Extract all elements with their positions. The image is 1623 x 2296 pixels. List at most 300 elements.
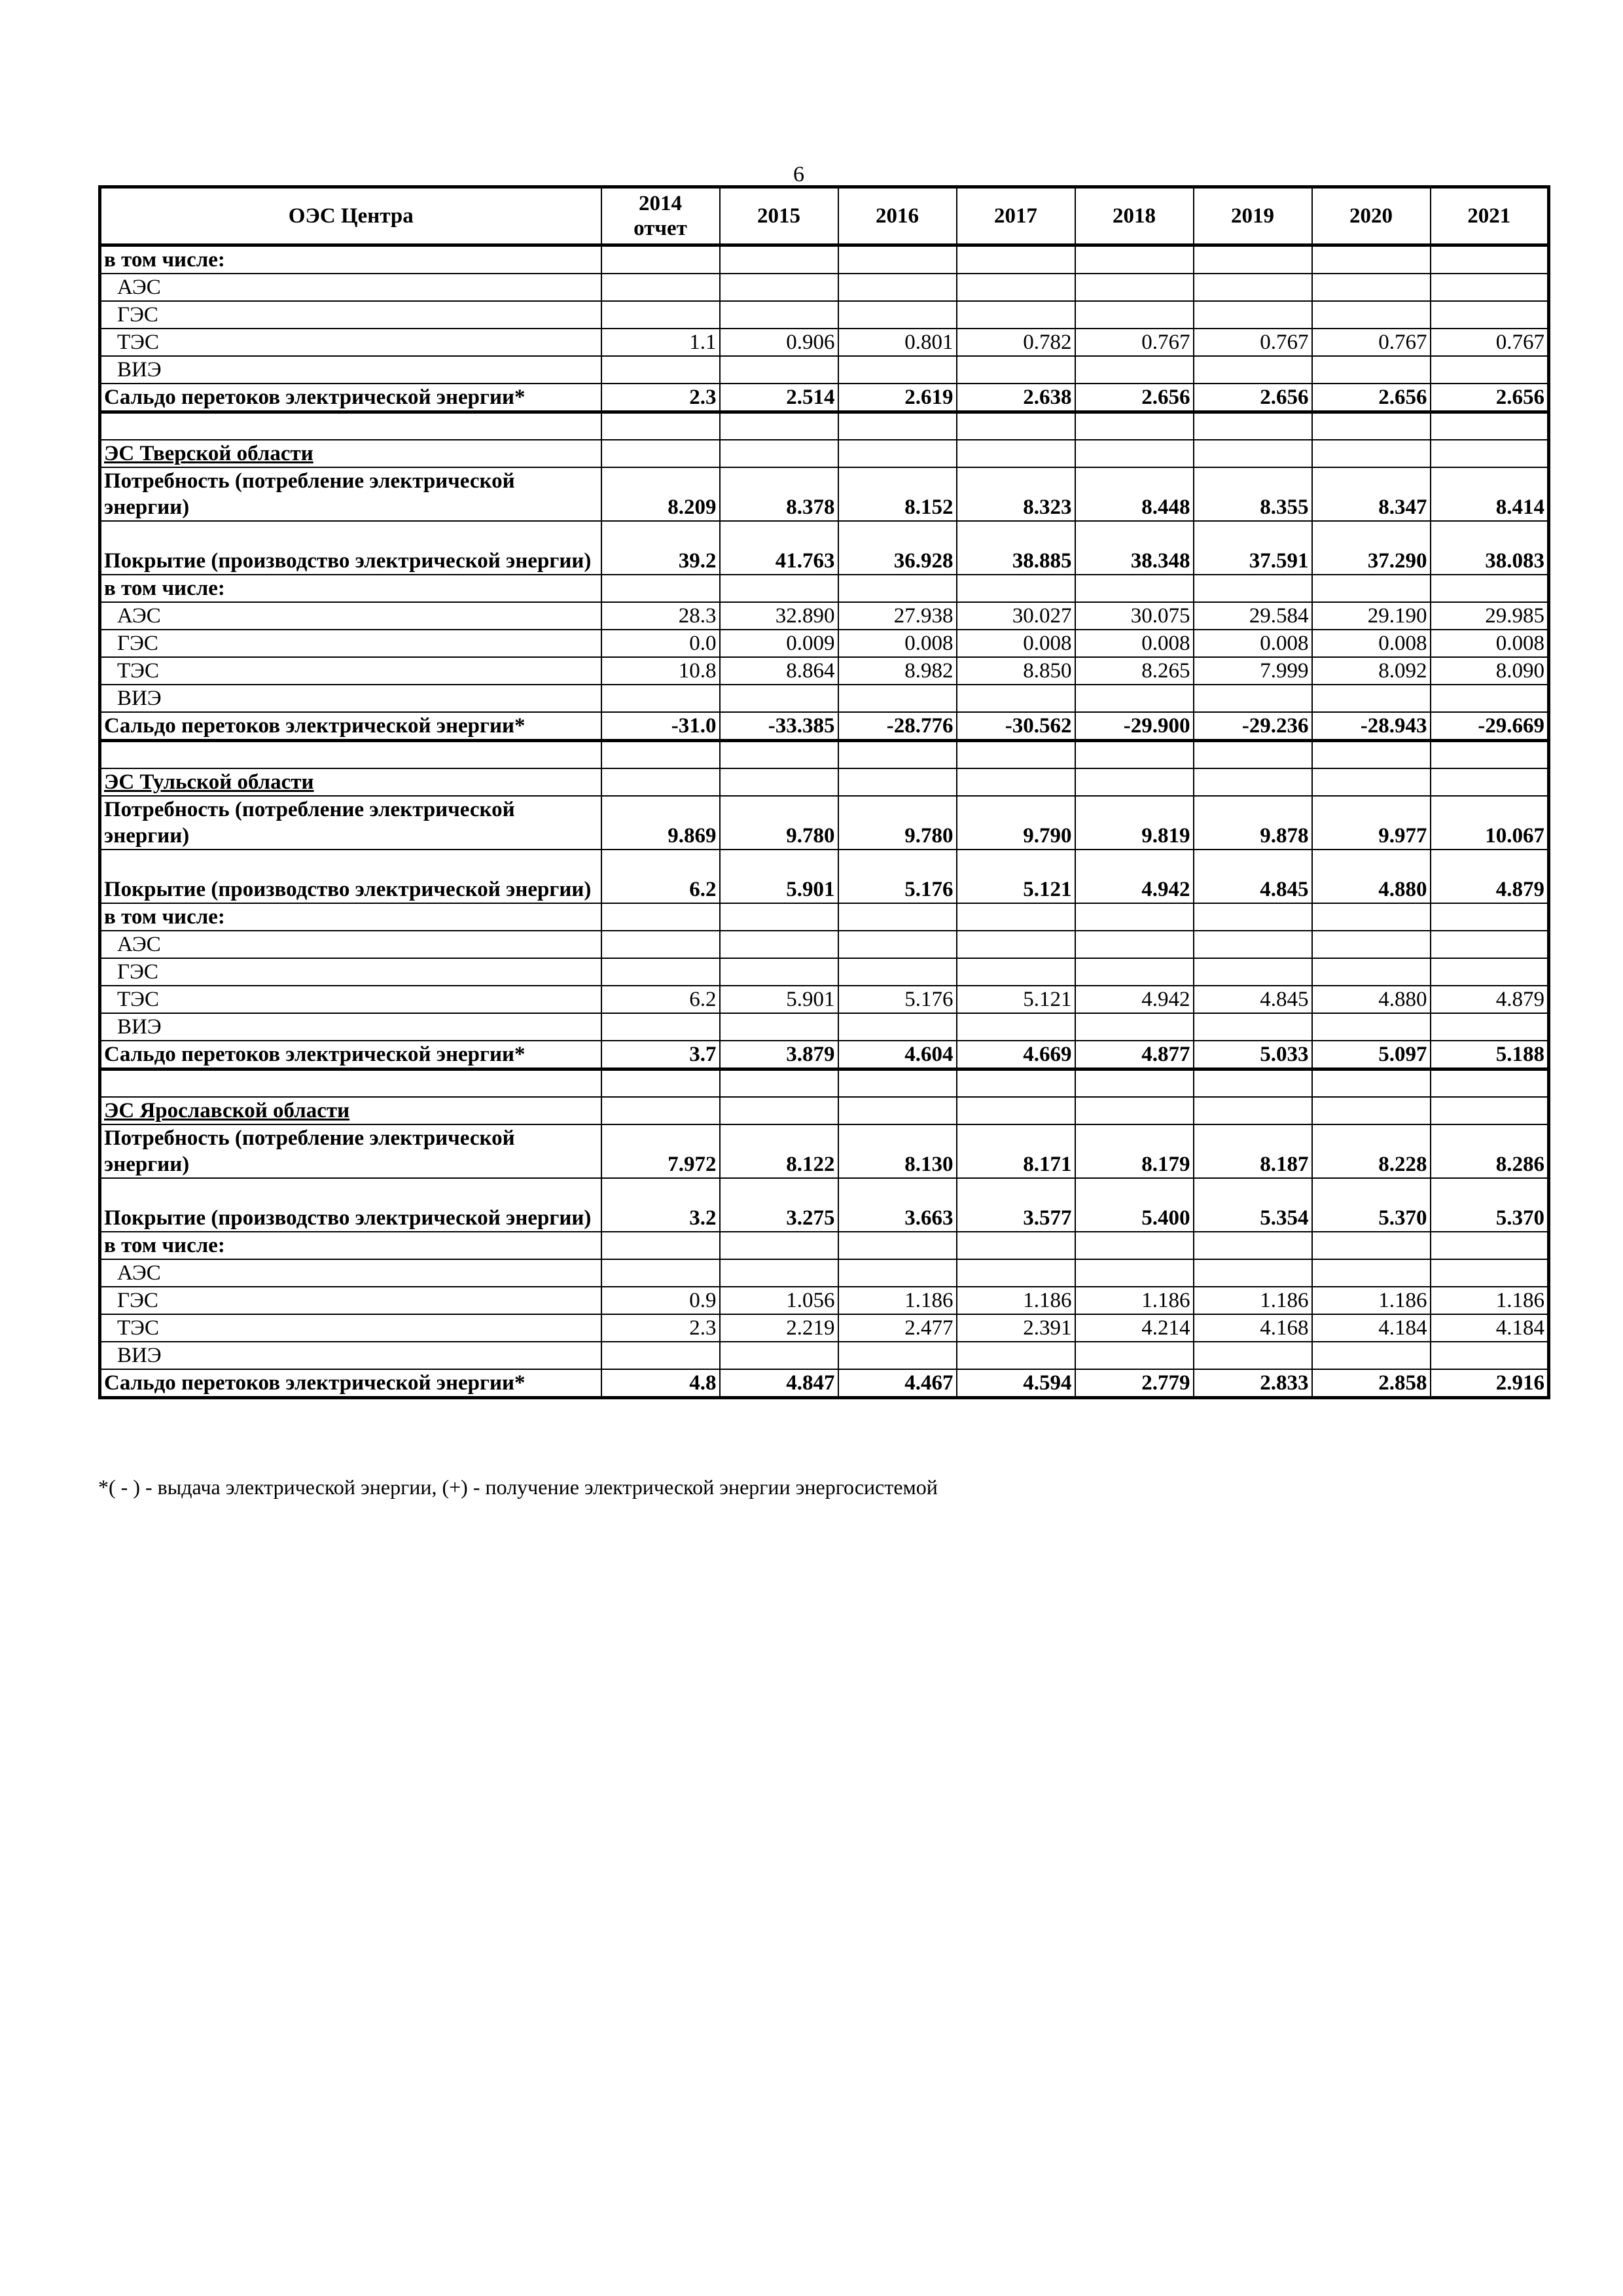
row-label: ВИЭ (100, 1342, 601, 1369)
value-cell (1431, 768, 1549, 796)
table-row (100, 986, 1549, 1013)
value-cell: 5.121 (957, 850, 1075, 903)
header-year: 2018 (1075, 187, 1194, 245)
value-cell: 3.275 (720, 1178, 838, 1232)
value-cell (720, 1013, 838, 1041)
value-cell: 0.801 (838, 329, 957, 356)
value-cell (601, 768, 720, 796)
value-cell: 5.370 (1312, 1178, 1431, 1232)
table-row (100, 301, 1549, 329)
value-cell: 0.906 (720, 329, 838, 356)
value-cell (601, 1232, 720, 1259)
header-year: 2020 (1312, 187, 1431, 245)
value-cell (720, 1259, 838, 1287)
value-cell (1075, 356, 1194, 384)
value-cell: 32.890 (720, 602, 838, 630)
value-cell (1075, 1232, 1194, 1259)
row-label: Потребность (потребление электрической энергии) (100, 1124, 601, 1178)
value-cell (601, 245, 720, 274)
value-cell: 8.187 (1194, 1124, 1312, 1178)
value-cell: 39.2 (601, 521, 720, 575)
value-cell: 8.414 (1431, 467, 1549, 521)
value-cell: 8.323 (957, 467, 1075, 521)
value-cell: 3.7 (601, 1041, 720, 1069)
value-cell (1075, 1097, 1194, 1124)
table-row (100, 412, 1549, 440)
value-cell (1431, 274, 1549, 301)
value-cell (957, 1232, 1075, 1259)
value-cell (838, 245, 957, 274)
value-cell: 1.186 (1194, 1287, 1312, 1314)
table-row (100, 575, 1549, 602)
value-cell (720, 958, 838, 986)
value-cell (601, 685, 720, 712)
row-label: АЭС (100, 602, 601, 630)
value-cell (720, 245, 838, 274)
value-cell: 5.901 (720, 850, 838, 903)
value-cell (720, 1232, 838, 1259)
value-cell: 1.186 (957, 1287, 1075, 1314)
value-cell: 2.656 (1075, 384, 1194, 412)
table-row (100, 630, 1549, 657)
value-cell: 36.928 (838, 521, 957, 575)
value-cell: 28.3 (601, 602, 720, 630)
value-cell (1075, 903, 1194, 931)
value-cell (957, 1342, 1075, 1369)
value-cell (1194, 356, 1312, 384)
table-row (100, 329, 1549, 356)
value-cell (720, 301, 838, 329)
table-row (100, 931, 1549, 958)
value-cell (601, 301, 720, 329)
value-cell (838, 1069, 957, 1098)
value-cell (1312, 356, 1431, 384)
value-cell (601, 903, 720, 931)
value-cell: 1.186 (1312, 1287, 1431, 1314)
table-row (100, 1178, 1549, 1232)
table-row (100, 741, 1549, 769)
value-cell (957, 1013, 1075, 1041)
value-cell: 38.885 (957, 521, 1075, 575)
value-cell (1312, 245, 1431, 274)
value-cell (957, 958, 1075, 986)
table-row (100, 1124, 1549, 1178)
value-cell (720, 440, 838, 467)
row-label: Сальдо перетоков электрической энергии* (100, 1369, 601, 1398)
row-label: ГЭС (100, 301, 601, 329)
table-row (100, 1041, 1549, 1069)
table-row (100, 712, 1549, 741)
value-cell: 5.121 (957, 986, 1075, 1013)
value-cell (957, 301, 1075, 329)
value-cell (1075, 958, 1194, 986)
value-cell (720, 1342, 838, 1369)
value-cell (601, 1342, 720, 1369)
value-cell (720, 356, 838, 384)
value-cell (1194, 685, 1312, 712)
header-year: 2016 (838, 187, 957, 245)
value-cell (1194, 440, 1312, 467)
value-cell: 8.179 (1075, 1124, 1194, 1178)
table-row (100, 1369, 1549, 1398)
value-cell: 6.2 (601, 986, 720, 1013)
value-cell: 8.378 (720, 467, 838, 521)
value-cell (720, 1069, 838, 1098)
value-cell (601, 1069, 720, 1098)
value-cell (720, 741, 838, 769)
value-cell: -28.776 (838, 712, 957, 741)
value-cell: -29.236 (1194, 712, 1312, 741)
value-cell (720, 768, 838, 796)
value-cell (1431, 1232, 1549, 1259)
row-label: Покрытие (производство электрической энергии) (100, 521, 601, 575)
row-label: Сальдо перетоков электрической энергии* (100, 712, 601, 741)
value-cell: 8.122 (720, 1124, 838, 1178)
table-header-row (100, 187, 1549, 245)
row-label (100, 412, 601, 440)
value-cell (957, 356, 1075, 384)
value-cell (1194, 274, 1312, 301)
value-cell: 2.656 (1431, 384, 1549, 412)
value-cell: 0.008 (957, 630, 1075, 657)
value-cell: 0.0 (601, 630, 720, 657)
table-body (100, 245, 1549, 1398)
value-cell (1312, 903, 1431, 931)
value-cell: 8.152 (838, 467, 957, 521)
value-cell (1431, 958, 1549, 986)
value-cell: 2.391 (957, 1314, 1075, 1342)
row-label: ТЭС (100, 986, 601, 1013)
header-year-2014-note: отчет (633, 217, 687, 240)
row-label (100, 741, 601, 769)
table-row (100, 1314, 1549, 1342)
row-label: ВИЭ (100, 685, 601, 712)
value-cell (957, 741, 1075, 769)
value-cell (1312, 412, 1431, 440)
value-cell (601, 931, 720, 958)
row-label (100, 1069, 601, 1098)
value-cell (1075, 575, 1194, 602)
value-cell: 4.168 (1194, 1314, 1312, 1342)
value-cell (957, 903, 1075, 931)
value-cell: 3.577 (957, 1178, 1075, 1232)
value-cell: -28.943 (1312, 712, 1431, 741)
value-cell: 4.880 (1312, 986, 1431, 1013)
value-cell (957, 412, 1075, 440)
value-cell: 8.347 (1312, 467, 1431, 521)
table-row (100, 1069, 1549, 1098)
value-cell (1312, 575, 1431, 602)
value-cell (1075, 440, 1194, 467)
value-cell (1194, 768, 1312, 796)
value-cell: 8.982 (838, 657, 957, 685)
value-cell: 4.467 (838, 1369, 957, 1398)
value-cell: 7.999 (1194, 657, 1312, 685)
value-cell: 8.228 (1312, 1124, 1431, 1178)
value-cell (1431, 1013, 1549, 1041)
value-cell (957, 1069, 1075, 1098)
value-cell: 8.265 (1075, 657, 1194, 685)
header-label: ОЭС Центра (100, 187, 601, 245)
value-cell (838, 575, 957, 602)
value-cell (838, 1342, 957, 1369)
row-label: ТЭС (100, 1314, 601, 1342)
value-cell: 8.355 (1194, 467, 1312, 521)
row-label: ГЭС (100, 958, 601, 986)
row-label: ГЭС (100, 1287, 601, 1314)
value-cell: 4.879 (1431, 850, 1549, 903)
row-label: ВИЭ (100, 356, 601, 384)
value-cell: 1.056 (720, 1287, 838, 1314)
value-cell: 8.286 (1431, 1124, 1549, 1178)
row-label: Сальдо перетоков электрической энергии* (100, 384, 601, 412)
value-cell (957, 1097, 1075, 1124)
value-cell: -33.385 (720, 712, 838, 741)
table-row (100, 796, 1549, 850)
table-row (100, 1259, 1549, 1287)
table-row (100, 521, 1549, 575)
table-row (100, 685, 1549, 712)
value-cell: 9.878 (1194, 796, 1312, 850)
table-row (100, 467, 1549, 521)
value-cell: 4.942 (1075, 986, 1194, 1013)
value-cell: 4.184 (1312, 1314, 1431, 1342)
value-cell: 2.656 (1194, 384, 1312, 412)
value-cell: 9.869 (601, 796, 720, 850)
value-cell (1431, 685, 1549, 712)
value-cell (720, 931, 838, 958)
value-cell: 4.847 (720, 1369, 838, 1398)
value-cell (601, 958, 720, 986)
value-cell: 0.767 (1194, 329, 1312, 356)
value-cell: 8.850 (957, 657, 1075, 685)
value-cell: 4.8 (601, 1369, 720, 1398)
row-label: в том числе: (100, 575, 601, 602)
value-cell (838, 1013, 957, 1041)
value-cell (1194, 301, 1312, 329)
value-cell: 10.8 (601, 657, 720, 685)
value-cell: 5.176 (838, 850, 957, 903)
table-row (100, 274, 1549, 301)
value-cell: 8.209 (601, 467, 720, 521)
header-year: 2017 (957, 187, 1075, 245)
value-cell (1431, 301, 1549, 329)
value-cell (720, 903, 838, 931)
row-label: АЭС (100, 931, 601, 958)
value-cell (838, 412, 957, 440)
value-cell: 3.663 (838, 1178, 957, 1232)
value-cell: 5.033 (1194, 1041, 1312, 1069)
value-cell (838, 903, 957, 931)
value-cell: 0.009 (720, 630, 838, 657)
value-cell (720, 1097, 838, 1124)
table-row (100, 1287, 1549, 1314)
value-cell (838, 440, 957, 467)
value-cell (1075, 412, 1194, 440)
value-cell (720, 274, 838, 301)
value-cell: 8.090 (1431, 657, 1549, 685)
value-cell (1075, 768, 1194, 796)
value-cell (1194, 903, 1312, 931)
value-cell (1312, 1259, 1431, 1287)
value-cell (957, 440, 1075, 467)
page-number: 6 (793, 164, 804, 183)
value-cell (1312, 1069, 1431, 1098)
row-label: ЭС Тверской области (100, 440, 601, 467)
value-cell: 2.219 (720, 1314, 838, 1342)
row-label: ГЭС (100, 630, 601, 657)
value-cell (1194, 575, 1312, 602)
energy-balance-table (98, 185, 1550, 1399)
value-cell: 5.176 (838, 986, 957, 1013)
value-cell: 9.780 (720, 796, 838, 850)
value-cell: 4.942 (1075, 850, 1194, 903)
value-cell: 2.638 (957, 384, 1075, 412)
header-year: 2015 (720, 187, 838, 245)
value-cell: 0.767 (1075, 329, 1194, 356)
value-cell: 37.290 (1312, 521, 1431, 575)
value-cell: 4.594 (957, 1369, 1075, 1398)
value-cell (1194, 931, 1312, 958)
row-label: ТЭС (100, 329, 601, 356)
table-row (100, 657, 1549, 685)
value-cell (838, 768, 957, 796)
value-cell: 0.767 (1312, 329, 1431, 356)
value-cell: 38.348 (1075, 521, 1194, 575)
value-cell (1431, 1342, 1549, 1369)
value-cell: 5.097 (1312, 1041, 1431, 1069)
value-cell (1075, 1259, 1194, 1287)
value-cell: 6.2 (601, 850, 720, 903)
value-cell: 5.188 (1431, 1041, 1549, 1069)
value-cell (1312, 685, 1431, 712)
value-cell (1312, 301, 1431, 329)
value-cell (957, 245, 1075, 274)
row-label: Покрытие (производство электрической энергии) (100, 850, 601, 903)
value-cell (957, 1259, 1075, 1287)
value-cell (1075, 931, 1194, 958)
value-cell (1312, 440, 1431, 467)
value-cell: 37.591 (1194, 521, 1312, 575)
value-cell: 2.779 (1075, 1369, 1194, 1398)
value-cell (1075, 301, 1194, 329)
value-cell (838, 356, 957, 384)
value-cell (1431, 1259, 1549, 1287)
value-cell: 2.477 (838, 1314, 957, 1342)
value-cell: 30.027 (957, 602, 1075, 630)
table-row (100, 1013, 1549, 1041)
value-cell (1312, 741, 1431, 769)
table-row (100, 903, 1549, 931)
value-cell (1431, 741, 1549, 769)
table-row (100, 440, 1549, 467)
value-cell: 3.2 (601, 1178, 720, 1232)
value-cell: -29.669 (1431, 712, 1549, 741)
value-cell: 0.008 (1075, 630, 1194, 657)
value-cell (1431, 245, 1549, 274)
row-label: ЭС Тульской области (100, 768, 601, 796)
value-cell (1194, 1342, 1312, 1369)
value-cell: 0.008 (1194, 630, 1312, 657)
value-cell: 4.184 (1431, 1314, 1549, 1342)
value-cell (1194, 741, 1312, 769)
value-cell (601, 356, 720, 384)
value-cell: 9.780 (838, 796, 957, 850)
table-row (100, 1097, 1549, 1124)
row-label: ЭС Ярославской области (100, 1097, 601, 1124)
value-cell (838, 1232, 957, 1259)
value-cell: 2.3 (601, 1314, 720, 1342)
table-row (100, 384, 1549, 412)
row-label: ВИЭ (100, 1013, 601, 1041)
footnote: *( - ) - выдача электрической энергии, (+) - получение электрической энергии энергосистемой (98, 1475, 938, 1499)
value-cell: 29.985 (1431, 602, 1549, 630)
value-cell: 0.782 (957, 329, 1075, 356)
value-cell (1194, 412, 1312, 440)
value-cell: 2.514 (720, 384, 838, 412)
value-cell (1075, 1013, 1194, 1041)
value-cell: 4.880 (1312, 850, 1431, 903)
value-cell: 2.656 (1312, 384, 1431, 412)
value-cell: 1.186 (838, 1287, 957, 1314)
value-cell: 5.400 (1075, 1178, 1194, 1232)
value-cell: 0.9 (601, 1287, 720, 1314)
value-cell (601, 1013, 720, 1041)
value-cell: 1.186 (1431, 1287, 1549, 1314)
value-cell (1194, 1069, 1312, 1098)
value-cell (838, 685, 957, 712)
value-cell (1194, 1259, 1312, 1287)
table-row (100, 768, 1549, 796)
value-cell (1194, 1097, 1312, 1124)
value-cell (1312, 1013, 1431, 1041)
value-cell (957, 274, 1075, 301)
value-cell (1312, 1232, 1431, 1259)
value-cell (720, 575, 838, 602)
value-cell (1312, 931, 1431, 958)
value-cell (601, 440, 720, 467)
value-cell: 8.130 (838, 1124, 957, 1178)
value-cell (957, 931, 1075, 958)
value-cell (1431, 903, 1549, 931)
value-cell: 29.584 (1194, 602, 1312, 630)
value-cell (601, 1097, 720, 1124)
value-cell (1431, 440, 1549, 467)
value-cell (1431, 1097, 1549, 1124)
value-cell: 8.092 (1312, 657, 1431, 685)
value-cell: -31.0 (601, 712, 720, 741)
value-cell: 1.186 (1075, 1287, 1194, 1314)
value-cell: 0.767 (1431, 329, 1549, 356)
table-row (100, 850, 1549, 903)
value-cell (1194, 1232, 1312, 1259)
value-cell (601, 1259, 720, 1287)
value-cell: 38.083 (1431, 521, 1549, 575)
value-cell: 2.619 (838, 384, 957, 412)
table-row (100, 602, 1549, 630)
value-cell (957, 575, 1075, 602)
row-label: в том числе: (100, 903, 601, 931)
value-cell (838, 958, 957, 986)
table-row (100, 356, 1549, 384)
value-cell (838, 301, 957, 329)
row-label: ТЭС (100, 657, 601, 685)
value-cell (1075, 274, 1194, 301)
value-cell: 8.171 (957, 1124, 1075, 1178)
header-year-2014-value: 2014 (639, 192, 682, 215)
table-row (100, 1342, 1549, 1369)
value-cell (1431, 1069, 1549, 1098)
